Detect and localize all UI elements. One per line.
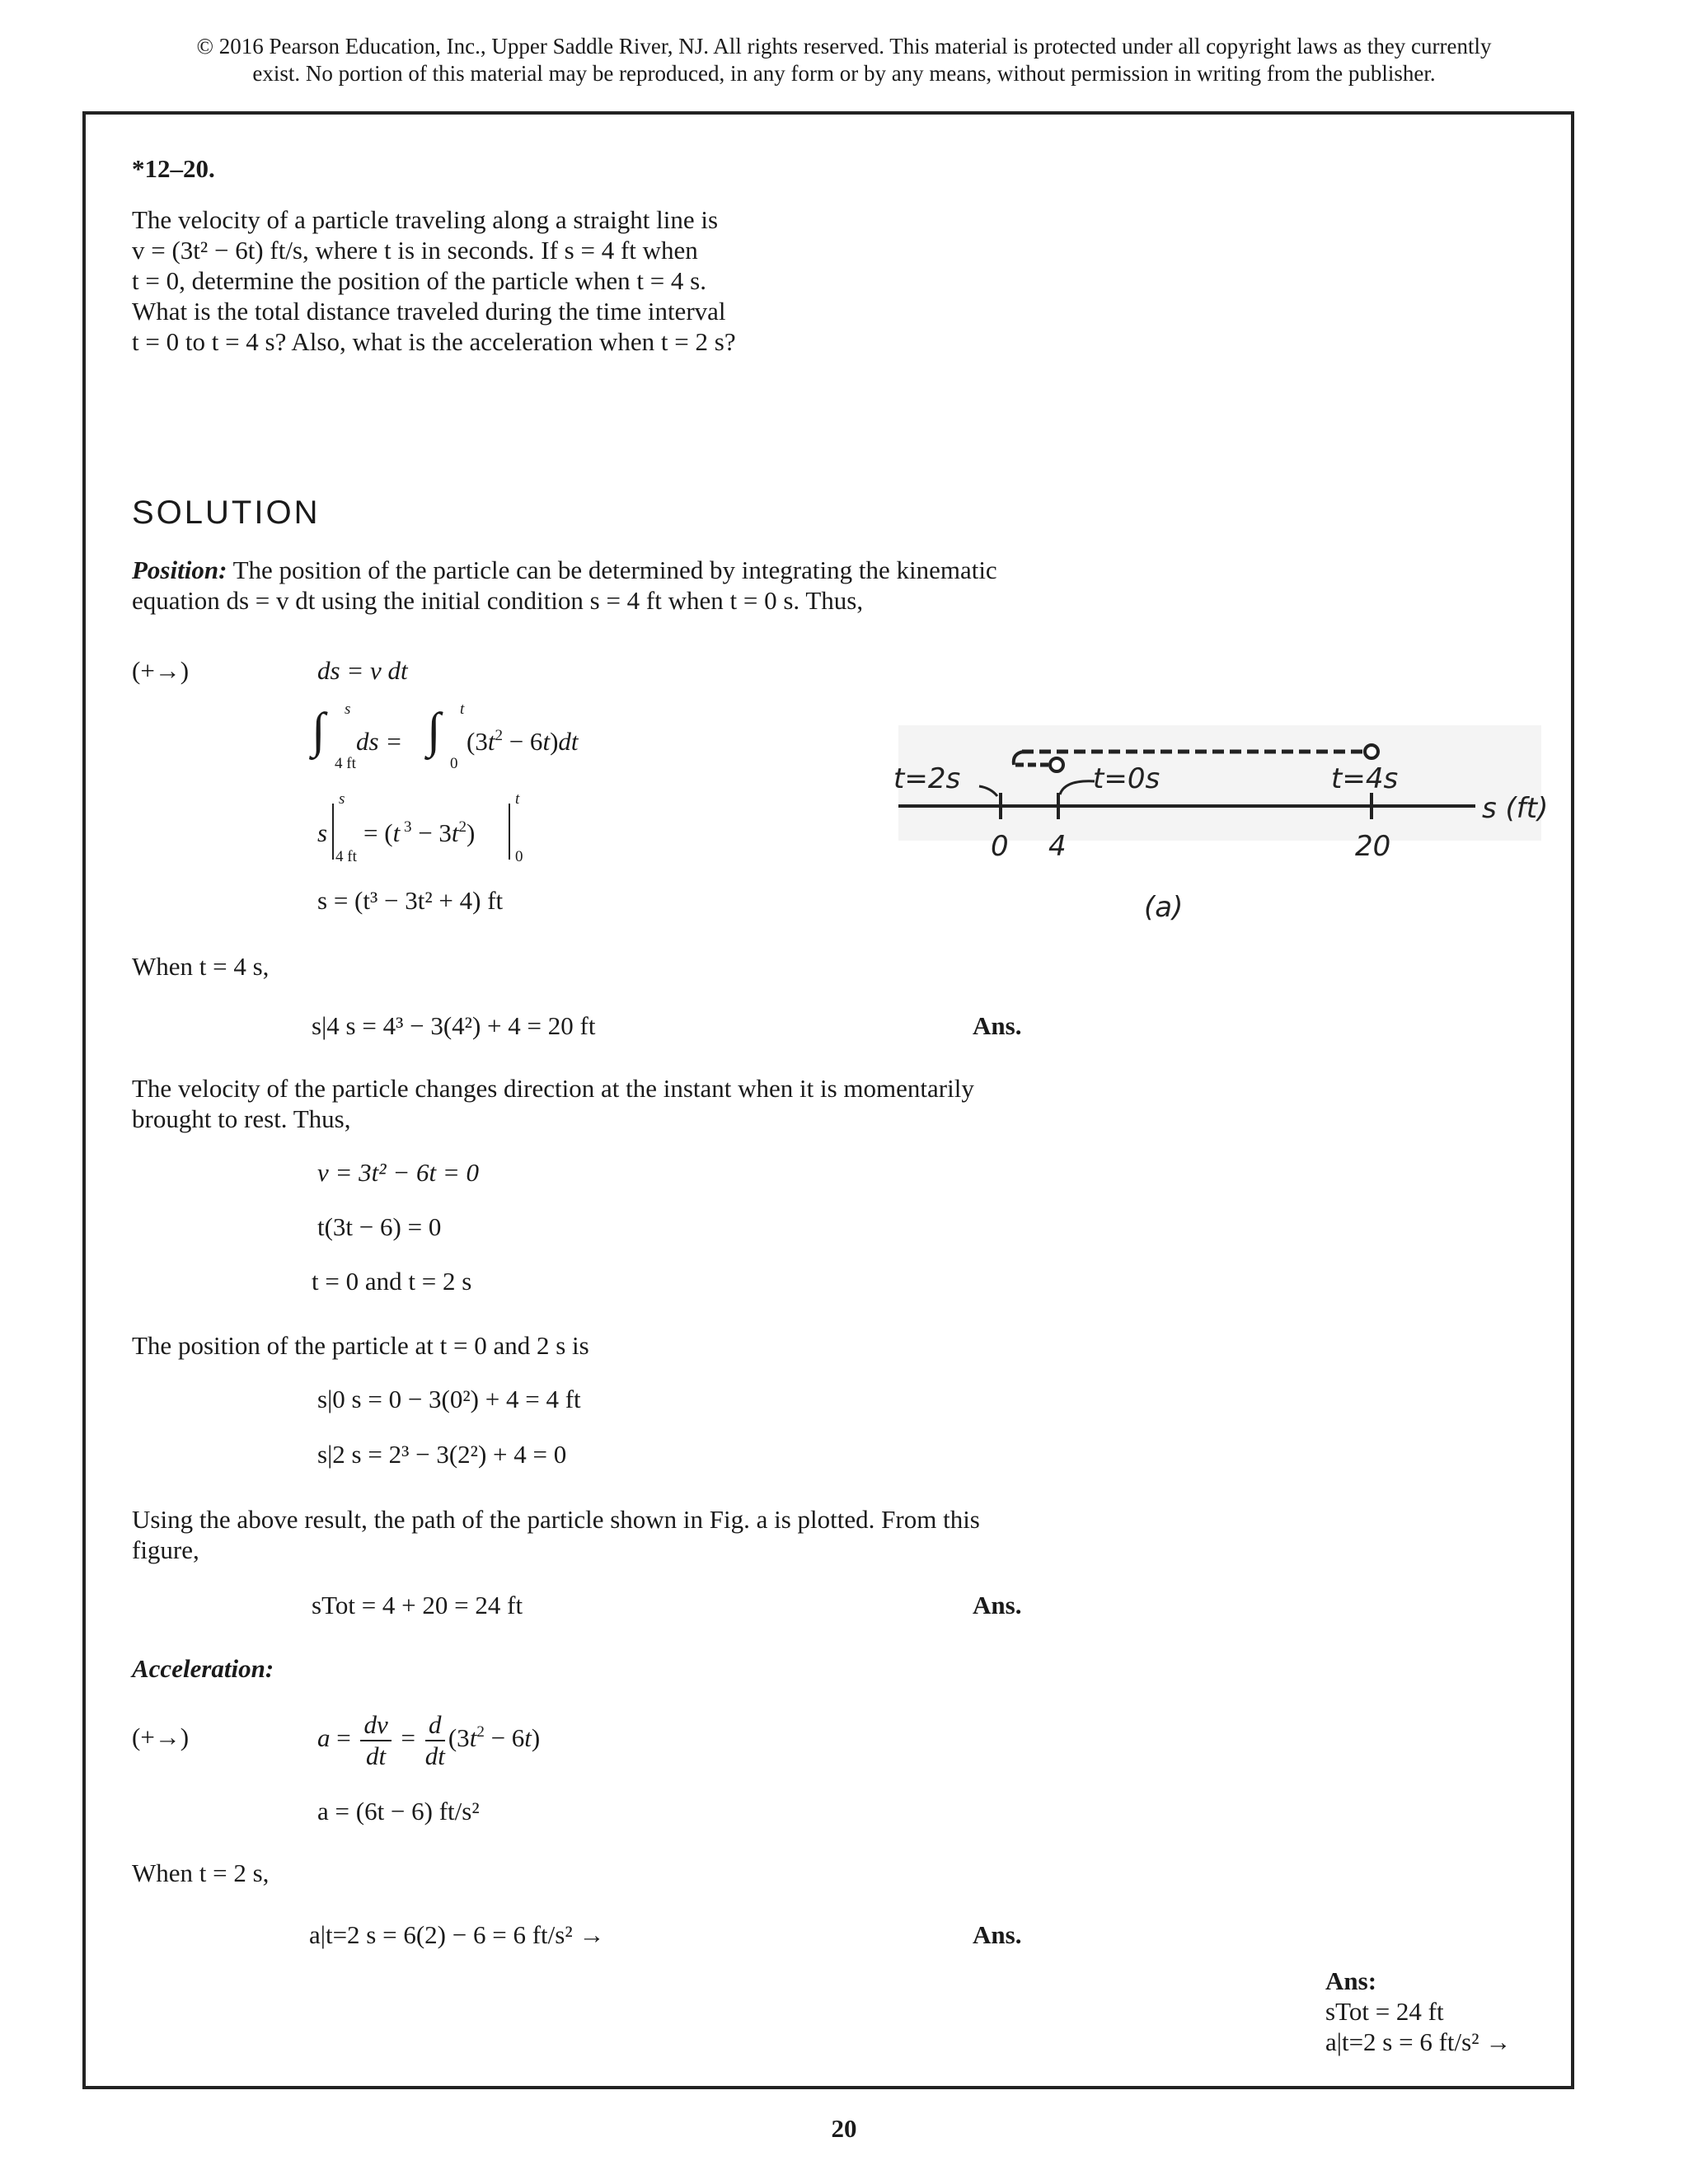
- path-text-line-2: figure,: [132, 1535, 199, 1564]
- eq-a-at-2: a|t=2 s = 6(2) − 6 = 6 ft/s² →: [309, 1920, 605, 1949]
- label-t0: t=0s: [1093, 762, 1160, 795]
- path-paragraph: [132, 1504, 1039, 1565]
- summary-line-1: sTot = 24 ft: [1325, 1997, 1444, 2026]
- eq-s-total: sTot = 4 + 20 = 24 ft: [312, 1591, 523, 1619]
- when-t4-text: When t = 4 s,: [132, 952, 270, 981]
- reverse-text-line-2: brought to rest. Thus,: [132, 1104, 351, 1133]
- eq-s-result: s = (t³ − 3t² + 4) ft: [317, 886, 504, 915]
- answer-summary: [1325, 1966, 1511, 2057]
- figure-caption: (a): [1144, 891, 1184, 924]
- tick-label-20: 20: [1355, 830, 1391, 863]
- eq-a-result: a = (6t − 6) ft/s²: [317, 1797, 480, 1825]
- reverse-text-line-1: The velocity of the particle changes direction at the instant when it is momentarily: [132, 1074, 974, 1103]
- frac-dv-dt: $\frac{dv}{dt}$: [360, 1710, 391, 1771]
- problem-statement: [132, 204, 773, 357]
- eq-v-zero: v = 3t² − 6t = 0: [317, 1158, 480, 1187]
- eq-factor: t(3t − 6) = 0: [317, 1212, 442, 1241]
- statement-line: What is the total distance traveled during the time interval: [132, 297, 726, 326]
- copyright-line-1: © 2016 Pearson Education, Inc., Upper Saddle River, NJ. All rights reserved. This material is protected under all copyright laws as they currently: [196, 34, 1492, 59]
- eq-s-at-0: s|0 s = 0 − 3(0²) + 4 = 4 ft: [317, 1385, 581, 1413]
- position-at-text: The position of the particle at t = 0 and 2 s is: [132, 1331, 589, 1360]
- integral-upper-right: t: [460, 701, 465, 718]
- label-t2: t=2s: [893, 762, 961, 795]
- integral-ds: ds =: [356, 727, 403, 756]
- axis-label-s: s (ft): [1482, 792, 1549, 825]
- eq-ds-vdt: ds = v dt: [317, 656, 408, 685]
- integral-lower-right: 0: [450, 755, 458, 772]
- statement-line: v = (3t² − 6t) ft/s, where t is in seconds. If s = 4 ft when: [132, 236, 698, 265]
- figure-scan-bg: [898, 725, 1541, 841]
- tick-label-4: 4: [1048, 830, 1067, 863]
- answer-tag: Ans.: [973, 1920, 1022, 1949]
- sign-convention: (+→): [132, 1722, 190, 1751]
- page-number: 20: [831, 2114, 857, 2143]
- position-paragraph: [132, 555, 1039, 616]
- solution-heading: SOLUTION: [132, 494, 321, 531]
- reverse-paragraph: [132, 1073, 1039, 1134]
- eq-evaluated: s s 4 ft = (t $^3 - 3t^2$) t 0: [317, 790, 523, 865]
- sign-convention: (+→): [132, 656, 190, 685]
- integral-sign-right: ∫: [427, 703, 441, 757]
- eq-integral: [312, 701, 608, 775]
- acceleration-label: Acceleration:: [132, 1654, 274, 1683]
- answer-tag: Ans.: [973, 1591, 1022, 1619]
- statement-line: t = 0, determine the position of the particle when t = 4 s.: [132, 266, 707, 295]
- integral-lower-left: 4 ft: [335, 755, 356, 772]
- eval-bar-left: [332, 804, 334, 860]
- eq-a-derivative: a = $\frac{dv}{dt}$ = $\frac{d}{dt}$ $(3t^2 - 6t)$: [317, 1710, 541, 1770]
- path-text-line-1: Using the above result, the path of the particle shown in Fig. a is plotted. From this: [132, 1505, 980, 1534]
- answer-tag: Ans.: [973, 1011, 1022, 1040]
- statement-line: t = 0 to t = 4 s? Also, what is the acceleration when t = 2 s?: [132, 327, 736, 356]
- figure-a: [882, 717, 1558, 948]
- eval-bar-right: [509, 804, 510, 860]
- eq-s-at-4: s|4 s = 4³ − 3(4²) + 4 = 20 ft: [312, 1011, 596, 1040]
- tick-label-0: 0: [991, 830, 1009, 863]
- integral-integrand: $(3t^2 - 6t)dt$: [467, 727, 579, 756]
- summary-line-2: a|t=2 s = 6 ft/s² →: [1325, 2027, 1512, 2056]
- eq-s-at-2: s|2 s = 2³ − 3(2²) + 4 = 0: [317, 1440, 567, 1469]
- integral-upper-left: s: [345, 701, 351, 718]
- start-circle-t0: [1050, 758, 1063, 771]
- statement-line: The velocity of a particle traveling along a straight line is: [132, 205, 719, 234]
- frac-d-dt: $\frac{d}{dt}$: [424, 1710, 445, 1770]
- problem-number: *12–20.: [132, 154, 215, 183]
- end-circle-t4: [1365, 745, 1378, 758]
- position-label: Position:: [132, 555, 227, 584]
- summary-title: Ans:: [1325, 1966, 1377, 1995]
- position-text-line-2: equation ds = v dt using the initial condition s = 4 ft when t = 0 s. Thus,: [132, 586, 864, 615]
- position-text-line-1: The position of the particle can be determined by integrating the kinematic: [227, 555, 997, 584]
- copyright-line-2: exist. No portion of this material may be reproduced, in any form or by any means, without permission in writing from the publisher.: [252, 61, 1436, 86]
- copyright-notice: [0, 33, 1688, 87]
- integral-sign-left: ∫: [312, 703, 326, 757]
- eq-roots: t = 0 and t = 2 s: [312, 1267, 472, 1296]
- when-t2-text: When t = 2 s,: [132, 1858, 270, 1887]
- label-t4: t=4s: [1331, 762, 1399, 795]
